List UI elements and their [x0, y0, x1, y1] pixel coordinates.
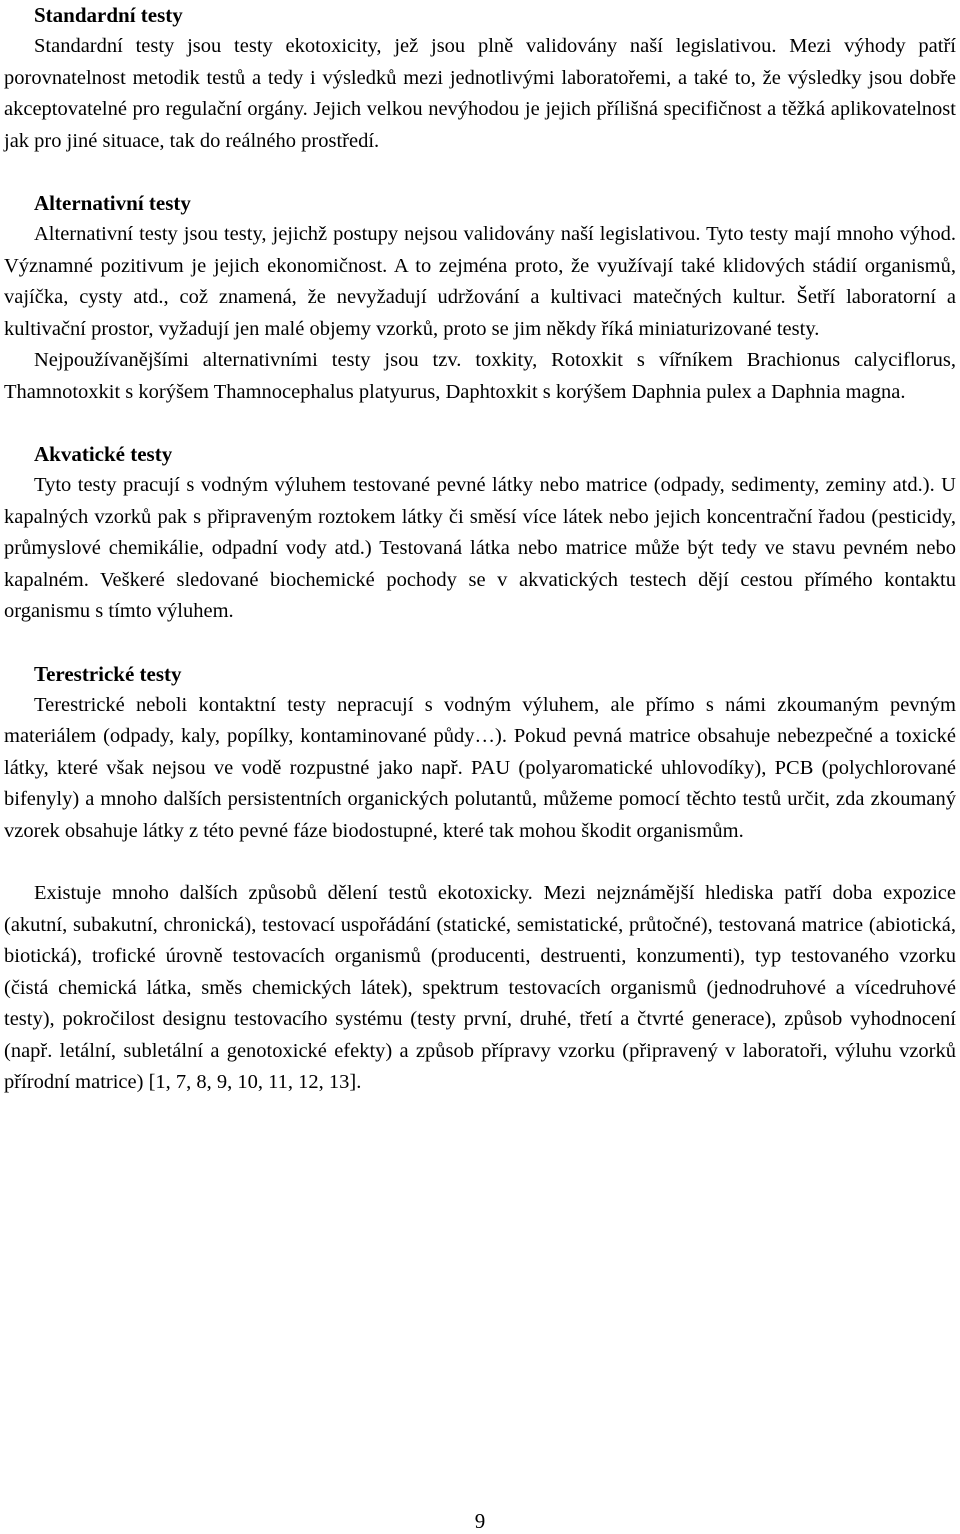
page-number: 9 — [474, 1509, 486, 1533]
section-heading-alternative-tests: Alternativní testy — [34, 191, 191, 215]
paragraph-aquatic-tests: Tyto testy pracují s vodným výluhem testované pevné látky nebo matrice (odpady, sedimenty, zeminy atd.). U kapalných vzorků pak s připraveným roztokem látky či směsí více látek nebo jejich koncentrační řadou (pesticidy, průmyslové chemikálie, odpadní vody atd.) Testovaná látka nebo matrice může být tedy ve stavu pevném nebo kapalném. Veškeré sledované biochemické pochody se v akvatických testech dějí cestou přímého kontaktu organismu s tímto výluhem. — [4, 474, 956, 622]
section-gap — [4, 157, 956, 188]
section-gap — [4, 408, 956, 439]
paragraph-standard-tests: Standardní testy jsou testy ekotoxicity, jež jsou plně validovány naší legislativou. Mezi výhody patří porovnatelnost metodik testů a tedy i výsledků mezi jednotlivými laboratořemi, a také to, že výsledky jsou dobře akceptovatelné pro regulační orgány. Jejich velkou nevýhodou je jejich přílišná specifičnost a těžká aplikovatelnost jak pro jiné situace, tak do reálného prostředí. — [4, 35, 956, 152]
paragraph-terrestrial-tests: Terestrické neboli kontaktní testy nepracují s vodným výluhem, ale přímo s námi zkoumaným pevným materiálem (odpady, kaly, popílky, kontaminované půdy…). Pokud pevná matrice obsahuje nebezpečné a toxické látky, které však nejsou ve vodě rozpustné jako např. PAU (polyaromatické uhlovodíky), PCB (polychlorované bifenyly) a mnoho dalších persistentních organických polutantů, můžeme pomocí těchto testů určit, zda zkoumaný vzorek obsahuje látky z této pevné fáze biodostupné, které tak mohou škodit organismům. — [4, 693, 956, 842]
paragraph-closing: Existuje mnoho dalších způsobů dělení testů ekotoxicky. Mezi nejznámější hlediska patří doba expozice (akutní, subakutní, chronická), testovací uspořádání (statické, semistatické, průtočné), testovaná matrice (abiotická, biotická), trofické úrovně testovacích organismů (producenti, destruenti, konzumenti), typ testovaného vzorku (čistá chemická látka, směs chemických látek), spektrum testovacích organismů (jednodruhové a vícedruhové testy), pokročilost designu testovacího systému (testy první, druhé, třetí a čtvrté generace), způsob vyhodnocení (např. letální, subletální a genotoxické efekty) a způsob přípravy vzorku (připravený v laboratoři, výluhu vzorků přírodní matrice) [1, 7, 8, 9, 10, 11, 12, 13]. — [4, 882, 956, 1093]
paragraph-alternative-tests: Alternativní testy jsou testy, jejichž postupy nejsou validovány naší legislativou. Tyto testy mají mnoho výhod. Významné pozitivum je jejich ekonomičnost. A to zejména proto, že využívají také klidových stádií organismů, vajíčka, cysty atd., což znamená, že nevyžadují udržování a kultivaci matečných kultur. Šetří laboratorní a kultivační prostor, vyžadují jen malé objemy vzorků, proto se jim někdy říká miniaturizované testy. — [4, 223, 956, 340]
section-heading-aquatic-tests: Akvatické testy — [34, 442, 173, 466]
section-gap — [4, 628, 956, 659]
section-gap — [4, 847, 956, 878]
paragraph-toxkits: Nejpoužívanějšími alternativními testy jsou tzv. toxkity, Rotoxkit s vířníkem Brachionus calyciflorus, Thamnotoxkit s korýšem Thamnocephalus platyurus, Daphtoxkit s korýšem Daphnia pulex a Daphnia magna. — [4, 349, 956, 403]
section-heading-standard-tests: Standardní testy — [34, 3, 183, 27]
section-heading-terrestrial-tests: Terestrické testy — [34, 661, 182, 686]
document-page — [4, 0, 956, 1099]
